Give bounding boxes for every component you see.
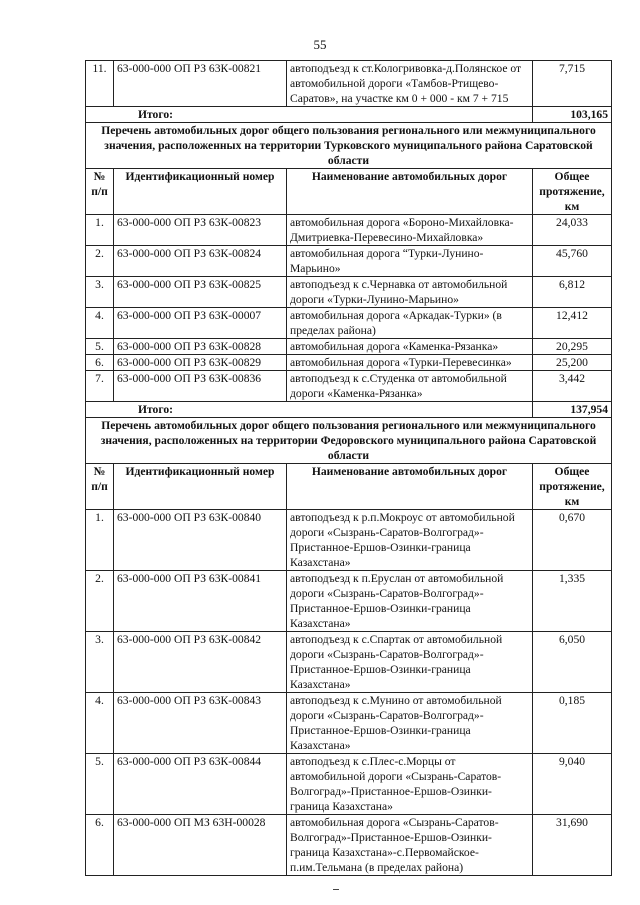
road-name: автоподъезд к п.Еруслан от автомобильной дороги «Сызрань-Саратов-Волгоград»-Пристанное-Ершов-Озинки-граница Казахстана» xyxy=(287,571,533,632)
table-row xyxy=(86,246,612,277)
road-id: 63-000-000 ОП РЗ 63К-00824 xyxy=(114,246,287,277)
road-length: 9,040 xyxy=(533,754,612,815)
road-length: 6,050 xyxy=(533,632,612,693)
table-row xyxy=(86,815,612,876)
row-number: 5. xyxy=(86,754,114,815)
table-row xyxy=(86,754,612,815)
road-length: 7,715 xyxy=(533,61,612,107)
row-number: 5. xyxy=(86,339,114,355)
road-length: 3,442 xyxy=(533,371,612,402)
road-id: 63-000-000 ОП РЗ 63К-00823 xyxy=(114,215,287,246)
road-id: 63-000-000 ОП РЗ 63К-00007 xyxy=(114,308,287,339)
row-number: 4. xyxy=(86,693,114,754)
road-name: автоподъезд к ст.Кологривовка-д.Полянское от автомобильной дороги «Тамбов-Ртищево-Саратов», на участке км 0 + 000 - км 7 + 715 xyxy=(287,61,533,107)
table-row xyxy=(86,308,612,339)
table-row xyxy=(86,510,612,571)
table-row xyxy=(86,693,612,754)
table-row xyxy=(86,277,612,308)
road-name: автомобильная дорога «Каменка-Рязанка» xyxy=(287,339,533,355)
road-name: автоподъезд к р.п.Мокроус от автомобильной дороги «Сызрань-Саратов-Волгоград»-Пристанное-Ершов-Озинки-граница Казахстана» xyxy=(287,510,533,571)
row-number: 11. xyxy=(86,61,114,107)
road-id: 63-000-000 ОП РЗ 63К-00836 xyxy=(114,371,287,402)
road-name: автомобильная дорога «Аркадак-Турки» (в пределах района) xyxy=(287,308,533,339)
road-name: автоподъезд к с.Чернавка от автомобильной дороги «Турки-Лунино-Марьино» xyxy=(287,277,533,308)
road-name: автомобильная дорога «Бороно-Михайловка-Дмитриевка-Перевесино-Михайловка» xyxy=(287,215,533,246)
road-length: 20,295 xyxy=(533,339,612,355)
road-id: 63-000-000 ОП МЗ 63Н-00028 xyxy=(114,815,287,876)
road-id: 63-000-000 ОП РЗ 63К-00825 xyxy=(114,277,287,308)
table-header xyxy=(86,169,612,215)
table-row xyxy=(86,339,612,355)
road-id: 63-000-000 ОП РЗ 63К-00841 xyxy=(114,571,287,632)
row-number: 3. xyxy=(86,632,114,693)
road-id: 63-000-000 ОП РЗ 63К-00840 xyxy=(114,510,287,571)
row-number: 1. xyxy=(86,510,114,571)
road-length: 24,033 xyxy=(533,215,612,246)
header-id: Идентификационный номер xyxy=(114,169,287,215)
header-id: Идентификационный номер xyxy=(114,464,287,510)
total-row xyxy=(86,107,612,123)
table-row xyxy=(86,571,612,632)
header-number: № п/п xyxy=(86,169,114,215)
road-name: автоподъезд к с.Плес-с.Морцы от автомобильной дороги «Сызрань-Саратов-Волгоград»-Пристанное-Ершов-Озинки-граница Казахстана» xyxy=(287,754,533,815)
road-id: 63-000-000 ОП РЗ 63К-00828 xyxy=(114,339,287,355)
road-id: 63-000-000 ОП РЗ 63К-00843 xyxy=(114,693,287,754)
table-row xyxy=(86,371,612,402)
road-length: 25,200 xyxy=(533,355,612,371)
table-row xyxy=(86,215,612,246)
row-number: 2. xyxy=(86,571,114,632)
road-length: 0,185 xyxy=(533,693,612,754)
section-fedorovsky xyxy=(86,418,612,464)
road-id: 63-000-000 ОП РЗ 63К-00829 xyxy=(114,355,287,371)
row-number: 6. xyxy=(86,815,114,876)
section-title: Перечень автомобильных дорог общего пользования регионального или межмуниципального значения, расположенных на территории Турковского муниципального района Саратовской области xyxy=(86,123,612,169)
header-name: Наименование автомобильных дорог xyxy=(287,169,533,215)
road-length: 1,335 xyxy=(533,571,612,632)
road-length: 6,812 xyxy=(533,277,612,308)
total-label: Итого: xyxy=(86,402,533,418)
roads-table xyxy=(85,60,612,876)
road-name: автомобильная дорога “Турки-Лунино-Марьино» xyxy=(287,246,533,277)
table-row xyxy=(86,61,612,107)
row-number: 2. xyxy=(86,246,114,277)
road-name: автомобильная дорога «Сызрань-Саратов-Волгоград»-Пристанное-Ершов-Озинки-граница Казахстана»-с.Первомайское-п.им.Тельмана (в пределах района) xyxy=(287,815,533,876)
road-id: 63-000-000 ОП РЗ 63К-00844 xyxy=(114,754,287,815)
road-id: 63-000-000 ОП РЗ 63К-00821 xyxy=(114,61,287,107)
road-length: 45,760 xyxy=(533,246,612,277)
header-length: Общее протяжение, км xyxy=(533,169,612,215)
row-number: 1. xyxy=(86,215,114,246)
page-end-mark xyxy=(333,889,339,890)
header-length: Общее протяжение, км xyxy=(533,464,612,510)
road-length: 12,412 xyxy=(533,308,612,339)
total-row xyxy=(86,402,612,418)
road-name: автоподъезд к с.Спартак от автомобильной дороги «Сызрань-Саратов-Волгоград»-Пристанное-Ершов-Озинки-граница Казахстана» xyxy=(287,632,533,693)
roads-table-body xyxy=(86,61,612,876)
table-row xyxy=(86,632,612,693)
section-turkovsky xyxy=(86,123,612,169)
row-number: 6. xyxy=(86,355,114,371)
row-number: 3. xyxy=(86,277,114,308)
road-length: 0,670 xyxy=(533,510,612,571)
total-value: 137,954 xyxy=(533,402,612,418)
total-label: Итого: xyxy=(86,107,533,123)
road-length: 31,690 xyxy=(533,815,612,876)
page-number: 55 xyxy=(313,37,327,52)
table-header xyxy=(86,464,612,510)
header-number: № п/п xyxy=(86,464,114,510)
section-title: Перечень автомобильных дорог общего пользования регионального или межмуниципального значения, расположенных на территории Федоровского муниципального района Саратовской области xyxy=(86,418,612,464)
road-name: автоподъезд к с.Мунино от автомобильной дороги «Сызрань-Саратов-Волгоград»-Пристанное-Ершов-Озинки-граница Казахстана» xyxy=(287,693,533,754)
road-id: 63-000-000 ОП РЗ 63К-00842 xyxy=(114,632,287,693)
table-row xyxy=(86,355,612,371)
row-number: 7. xyxy=(86,371,114,402)
total-value: 103,165 xyxy=(533,107,612,123)
row-number: 4. xyxy=(86,308,114,339)
road-name: автоподъезд к с.Студенка от автомобильной дороги «Каменка-Рязанка» xyxy=(287,371,533,402)
header-name: Наименование автомобильных дорог xyxy=(287,464,533,510)
road-name: автомобильная дорога «Турки-Перевесинка» xyxy=(287,355,533,371)
